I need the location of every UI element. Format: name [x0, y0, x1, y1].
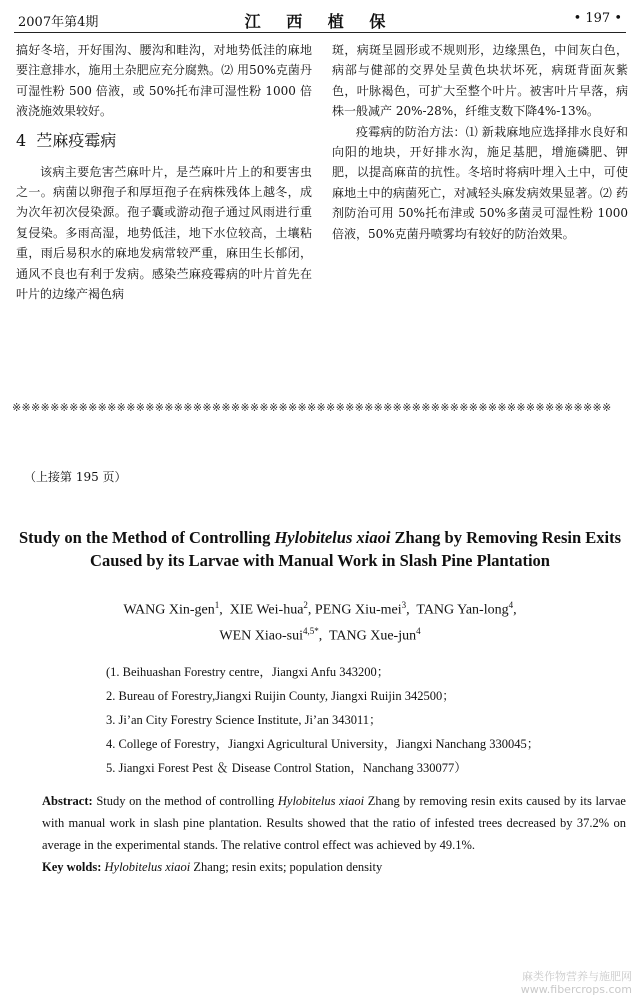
abstract: [42, 790, 626, 856]
watermark-line-1: 麻类作物营养与施肥网: [522, 970, 632, 983]
author-line-1: WANG Xin-gen$^1$, XIE Wei-hua$^2$, PENG Xiu-mei$^3$, TANG Yan-long$^4$,: [123, 600, 517, 618]
author-sup: 4: [508, 600, 514, 610]
keywords: [42, 856, 382, 878]
affiliation-list: [106, 660, 539, 780]
abstract-text: [42, 790, 626, 856]
author-name: XIE Wei-hua: [229, 602, 304, 618]
page-number: • 197 •: [573, 11, 622, 26]
abstract-species: Hylobitelus xiaoi: [277, 794, 365, 808]
author-name: WEN Xiao-sui: [219, 628, 303, 644]
author-name: WANG Xin-gen: [123, 602, 215, 618]
keywords-text: Zhang; resin exits; population density: [190, 860, 383, 874]
author-name: PENG Xiu-mei: [314, 602, 402, 618]
affiliation-item: 4. College of Forestry，Jiangxi Agricultural University，Jiangxi Nanchang 330045；: [106, 737, 540, 751]
title-part-2: Zhang by Removing Resin Exits Caused by its Larvae with Manual Work in Slash Pine Plantation: [90, 528, 622, 570]
abstract-text-1: Study on the method of controlling: [92, 794, 278, 808]
right-column: [332, 40, 628, 244]
left-paragraph-1: 搞好冬培，开好围沟、腰沟和畦沟，对地势低洼的麻地要注意排水，施用土杂肥应充分腐熟。⑵ 用50%克菌丹可湿性粉 500 倍液，或 50%托布津可湿性粉 1000 倍液浇施效果较好。: [16, 43, 312, 119]
right-paragraph-2: 疫霉病的防治方法：⑴ 新栽麻地应选择排水良好和向阳的地块，开好排水沟，施足基肥，增施磷肥、钾肥，以提高麻苗的抗性。冬培时将病叶埋入土中，可使麻地土中的病菌死亡，对减轻头麻发病效果显著。⑵ 药剂防治可用 50%托布津或 50%多菌灵可湿性粉 1000 倍液，50%克菌丹喷雾均有较好的防治效果。: [332, 124, 628, 241]
author-line-2: WEN Xiao-sui$^{4,5*}$, TANG Xue-jun$^4$: [219, 625, 421, 644]
author-sup: 4,5*: [302, 625, 319, 636]
affiliation-item: 5. Jiangxi Forest Pest ＆ Disease Control Station，Nanchang 330077）: [106, 761, 467, 775]
author-sup: 1: [214, 600, 220, 610]
title-species: Hylobitelus xiaoi: [274, 528, 391, 547]
keywords-species: Hylobitelus xiaoi: [104, 860, 191, 874]
author-sup: 3: [401, 600, 407, 610]
abstract-label: Abstract:: [42, 794, 93, 808]
section-number: 4: [16, 130, 27, 150]
issue-label: 2007年第4期: [18, 15, 99, 30]
author-list: [20, 595, 620, 646]
affiliation-item: (1. Beihuashan Forestry centre，Jiangxi Anfu 343200；: [106, 665, 390, 679]
affiliation-item: 3. Ji’an City Forestry Science Institute, Ji’an 343011；: [106, 713, 382, 727]
right-paragraph-1: 斑，病斑呈圆形或不规则形，边缘黑色，中间灰白色，病部与健部的交界处呈黄色块状坏死，病斑背面灰紫色，叶脉褐色，可扩大至整个叶片。被害叶片早落，病株一般减产 20%-28%，纤维支数下降4%-13%。: [332, 43, 628, 119]
author-name: TANG Xue-jun: [328, 628, 417, 644]
continued-note: （上接第 195 页）: [24, 470, 127, 484]
author-sup: 2: [303, 600, 308, 610]
section-title: 苎麻疫霉病: [36, 130, 117, 150]
affiliation-item: 2. Bureau of Forestry,Jiangxi Ruijin County, Jiangxi Ruijin 342500；: [106, 689, 455, 703]
left-paragraph-2: 该病主要危害苎麻叶片，是苎麻叶片上的和要害虫之一。病菌以卵孢子和厚垣孢子在病株残体上越冬，成为次年初次侵染源。孢子囊或游动孢子通过风雨进行重复侵染。多雨高湿，地势低洼，地下水位较高，土壤粘重，雨后易积水的麻地发病常较严重，麻田生长郁闭，通风不良也有利于发病。感染苎麻疫霉病的叶片首先在叶片的边缘产褐色病: [16, 164, 312, 302]
abstract-text-2: Zhang by removing resin exits caused by its larvae with manual work in slash pine plantation. Results showed that the ratio of infested trees decreased by 37.2% on average in the experimental stands. The relative control effect was achieved by 49.1%.: [42, 794, 626, 852]
site-watermark: [521, 970, 632, 996]
author-sup: 4: [416, 625, 421, 636]
section-heading: [16, 130, 312, 152]
left-column: [16, 40, 312, 304]
keywords-label: Key wolds:: [42, 860, 102, 874]
page-header: [14, 6, 626, 33]
article-title: [10, 526, 630, 572]
journal-title: 江 西 植 保: [244, 12, 396, 31]
watermark-line-2: www.fibercrops.com: [520, 983, 632, 996]
star-divider: ※※※※※※※※※※※※※※※※※※※※※※※※※※※※※※※※※※※※※※※※※※※※※※※※※※※※※※※※※※※※※※※: [12, 401, 612, 414]
author-name: TANG Yan-long: [416, 602, 509, 618]
title-part-1: Study on the Method of Controlling: [18, 528, 275, 547]
